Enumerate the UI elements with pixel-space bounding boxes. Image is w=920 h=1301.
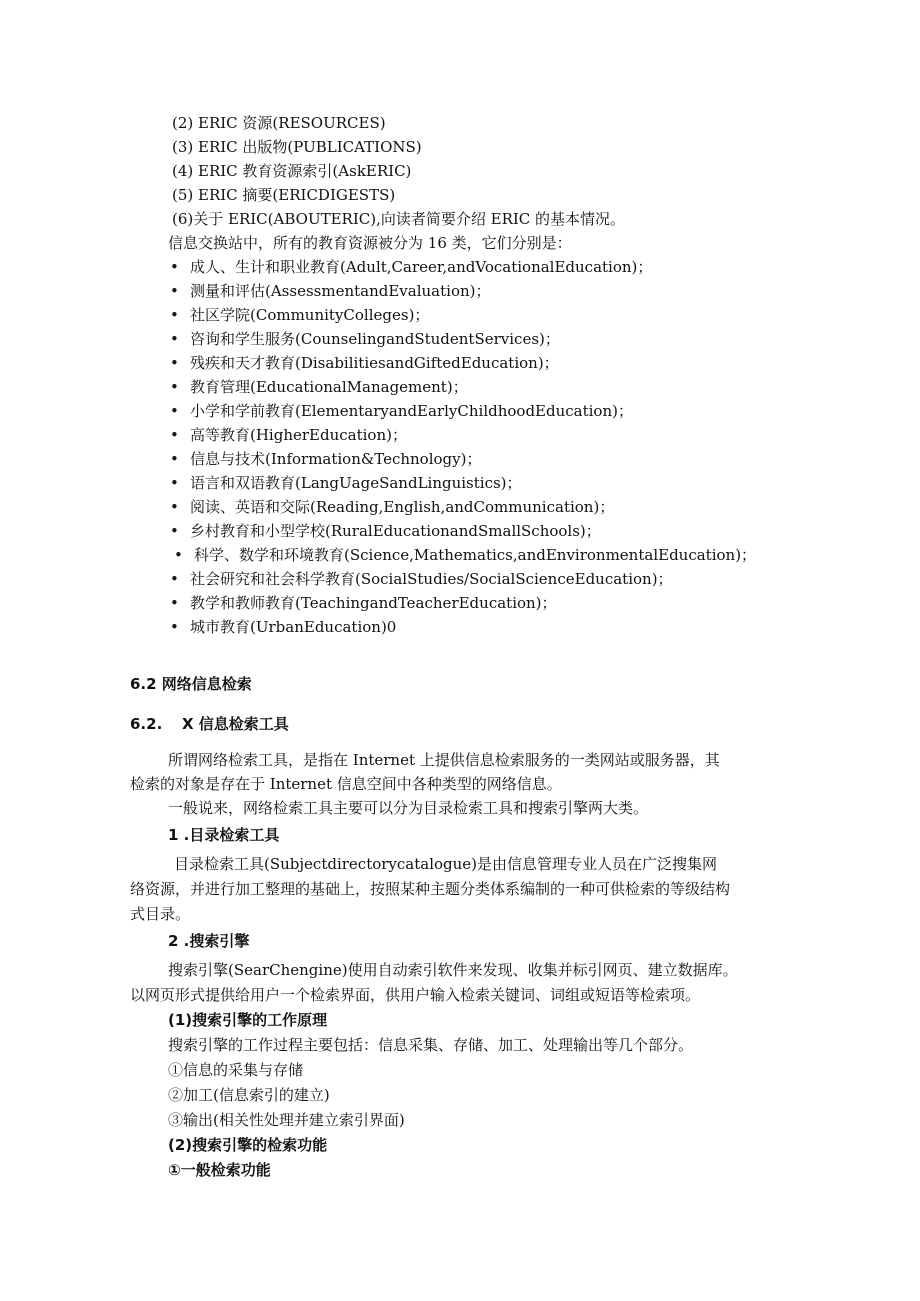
heading-general-search: ①一般检索功能 <box>168 1161 271 1179</box>
bullet-icon: • <box>170 474 179 492</box>
bullet-icon: • <box>170 594 179 612</box>
bullet-icon: • <box>170 570 179 588</box>
bullet-icon: • <box>170 330 179 348</box>
list-item <box>170 495 614 519</box>
bullet-icon: • <box>174 546 183 564</box>
paragraph-line: 搜索引擎(SearChengine)使用自动索引软件来发现、收集并标引网页、建立数据库。 <box>168 961 738 979</box>
heading-working-principle: (1)搜索引擎的工作原理 <box>168 1011 328 1029</box>
bullet-icon: • <box>170 426 179 444</box>
list-item <box>170 567 673 591</box>
heading-search-engine: 2 .搜索引擎 <box>168 932 250 950</box>
paragraph-line: 所谓网络检索工具，是指在 Internet 上提供信息检索服务的一类网站或服务器，其 <box>168 751 720 769</box>
paragraph-line: 式目录。 <box>130 905 191 923</box>
bullet-icon: • <box>170 354 179 372</box>
eric-item: (6)关于 ERIC(ABOUTERIC),向读者简要介绍 ERIC 的基本情况。 <box>172 210 626 228</box>
list-item-text: 阅读、英语和交际(Reading,English,andCommunication)； <box>190 498 615 516</box>
list-item <box>170 423 407 447</box>
subsection-heading <box>130 712 289 736</box>
list-item-text: 教学和教师教育(TeachingandTeacherEducation)； <box>190 594 557 612</box>
eric-item: (3) ERIC 出版物(PUBLICATIONS) <box>172 138 422 156</box>
bullet-icon: • <box>170 450 179 468</box>
paragraph-line: 目录检索工具(Subjectdirectorycatalogue)是由信息管理专业人员在广泛搜集网 <box>174 855 718 873</box>
step-item: ②加工(信息索引的建立) <box>168 1086 330 1104</box>
list-item-text: 教育管理(EducationalManagement)； <box>190 378 468 396</box>
list-item <box>170 519 601 543</box>
list-item-text: 语言和双语教育(LangUageSandLinguistics)； <box>190 474 522 492</box>
list-item-text: 高等教育(HigherEducation)； <box>190 426 407 444</box>
bullet-icon: • <box>170 618 179 636</box>
bullet-icon: • <box>170 282 179 300</box>
paragraph-line: 络资源，并进行加工整理的基础上，按照某种主题分类体系编制的一种可供检索的等级结构 <box>130 880 731 898</box>
list-item-text: 信息与技术(Information&Technology)； <box>190 450 482 468</box>
list-item <box>170 615 396 639</box>
list-item-text: 成人、生计和职业教育(Adult,Career,andVocationalEducation)； <box>190 258 653 276</box>
section-heading: 6.2 网络信息检索 <box>130 675 252 693</box>
paragraph-line: 以网页形式提供给用户一个检索界面，供用户输入检索关键词、词组或短语等检索项。 <box>130 986 701 1004</box>
heading-directory-tools: 1 .目录检索工具 <box>168 826 280 844</box>
bullet-icon: • <box>170 498 179 516</box>
list-item <box>170 303 429 327</box>
list-item <box>170 279 490 303</box>
bullet-icon: • <box>170 522 179 540</box>
list-item <box>170 471 522 495</box>
list-item-text: 科学、数学和环境教育(Science,Mathematics,andEnvironmentalEducation)； <box>194 546 757 564</box>
bullet-icon: • <box>170 258 179 276</box>
list-item-text: 小学和学前教育(ElementaryandEarlyChildhoodEducation)； <box>190 402 633 420</box>
list-item <box>174 543 756 567</box>
list-item-text: 社会研究和社会科学教育(SocialStudies/SocialScienceEducation)； <box>190 570 673 588</box>
heading-search-function: (2)搜索引擎的检索功能 <box>168 1136 328 1154</box>
bullet-icon: • <box>170 306 179 324</box>
subsection-title: X 信息检索工具 <box>182 715 289 733</box>
eric-item: (2) ERIC 资源(RESOURCES) <box>172 114 386 132</box>
list-item <box>170 447 481 471</box>
step-item: ③输出(相关性处理并建立索引界面) <box>168 1111 405 1129</box>
list-item <box>170 591 557 615</box>
subsection-number: 6.2. <box>130 715 163 733</box>
list-item <box>170 375 468 399</box>
list-item-text: 城市教育(UrbanEducation)0 <box>190 618 397 636</box>
eric-item: (4) ERIC 教育资源索引(AskERIC) <box>172 162 412 180</box>
step-item: ①信息的采集与存储 <box>168 1061 304 1079</box>
list-item <box>170 327 560 351</box>
list-item-text: 社区学院(CommunityColleges)； <box>190 306 430 324</box>
paragraph-line: 一般说来，网络检索工具主要可以分为目录检索工具和搜索引擎两大类。 <box>168 799 649 817</box>
eric-item: (5) ERIC 摘要(ERICDIGESTS) <box>172 186 396 204</box>
paragraph-line: 检索的对象是存在于 Internet 信息空间中各种类型的网络信息。 <box>130 775 562 793</box>
list-item-text: 咨询和学生服务(CounselingandStudentServices)； <box>190 330 560 348</box>
list-item-text: 残疾和天才教育(DisabilitiesandGiftedEducation)； <box>190 354 559 372</box>
list-item <box>170 255 652 279</box>
list-item <box>170 351 559 375</box>
bullet-icon: • <box>170 402 179 420</box>
list-item-text: 测量和评估(AssessmentandEvaluation)； <box>190 282 491 300</box>
paragraph-line: 搜索引擎的工作过程主要包括：信息采集、存储、加工、处理输出等几个部分。 <box>168 1036 694 1054</box>
bullet-icon: • <box>170 378 179 396</box>
list-item <box>170 399 633 423</box>
list-item-text: 乡村教育和小型学校(RuralEducationandSmallSchools)； <box>190 522 601 540</box>
categories-intro: 信息交换站中，所有的教育资源被分为 16 类，它们分别是： <box>168 234 572 252</box>
